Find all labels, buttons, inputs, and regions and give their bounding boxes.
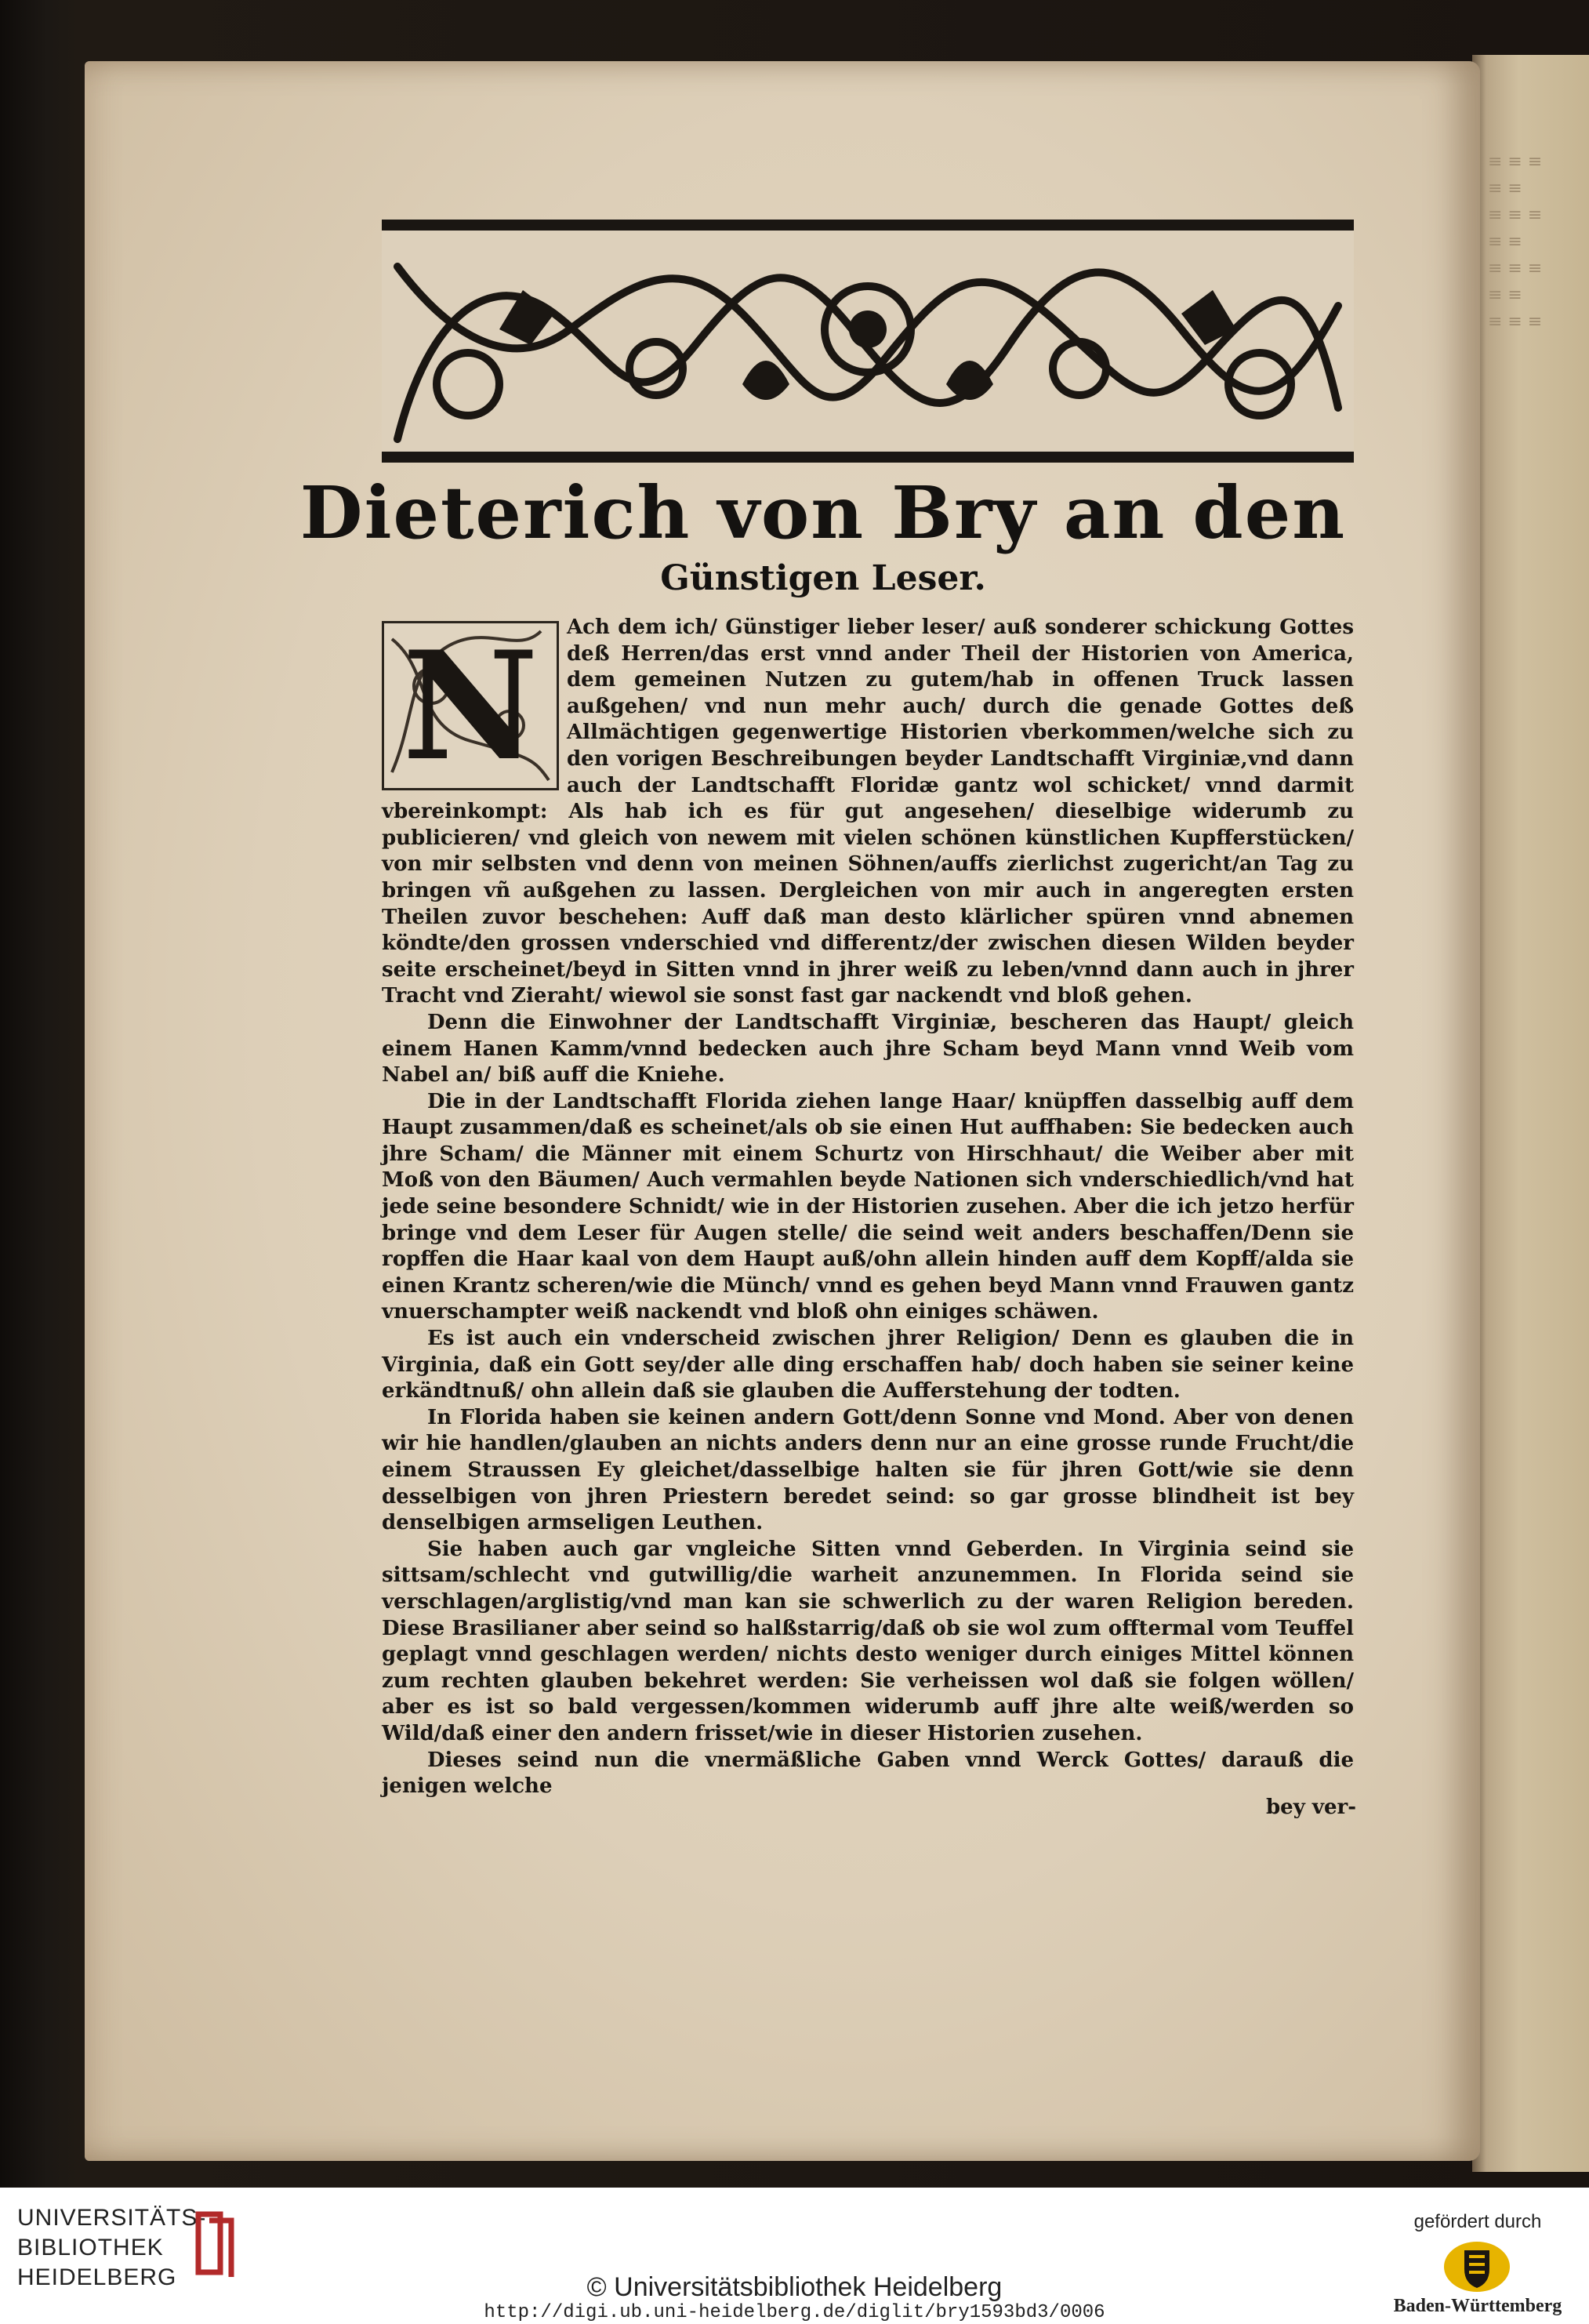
copyright-notice: © Universitätsbibliothek Heidelberg <box>586 2272 1003 2302</box>
paragraph: Ach dem ich/ Günstiger lieber leser/ auß sonderer schickung Gottes deß Herren/das erst vnnd ander Theil der Historien von America, dem gemeinen Nutzen zu gutem/hab in offenen Truck lassen außgehen/ vnd nun mehr auch/ durch die genade Gottes deß Allmächtigen gegenwertige Historien vberkommen/welche sich zu den vorigen Beschreibungen beyder Landtschafft Virginiæ,vnd dann auch der Landtschafft Floridæ gantz wol schicket/ vnnd darmit vbereinkompt: Als hab ich es für gut angesehen/ dieselbige widerumb zu publicieren/ vnd gleich von newem mit vielen schönen künstlichen Kupfferstücken/ von mir selbsten vnd denn von meinen Söhnen/auffs zierlichst zugericht/an Tag zu bringen vñ außgehen zu lassen. Dergleichen von mir auch in angeregten ersten Theilen zuvor beschehen: Auff daß man desto klärlicher spüren vnnd abnemen köndte/den grossen vnderschied vnd differentz/der zwischen diesen Wilden beyder seite erscheinet/beyd in Sitten vnnd in jhrer weiß zu leben/vnnd dann auch in jhrer Tracht vnd Zieraht/ wiewol sie sonst fast gar nackendt vnd bloß gehen. <box>382 615 1354 1008</box>
catchword: bey ver- <box>1265 1796 1356 1819</box>
permalink-url[interactable]: http://digi.ub.uni-heidelberg.de/diglit/bry1593bd3/0006 <box>484 2302 1105 2323</box>
library-name: UNIVERSITÄTS- BIBLIOTHEK HEIDELBERG <box>17 2205 207 2290</box>
paragraph: In Florida haben sie keinen andern Gott/denn Sonne vnd Mond. Aber von denen wir hie handlen/glauben an nichts anders denn nur an eine grosse runde Frucht/die einem Straussen Ey gleichet/dasselbige halten sie für jhren Gott/wie sie denn desselbigen von jhren Priestern beredet seind: so gar grosse blindheit ist bey denselbigen armseligen Leuthen. <box>382 1405 1354 1535</box>
paragraph: Es ist auch ein vnderscheid zwischen jhrer Religion/ Denn es glauben die in Virginia, daß ein Gott sey/der alle ding erschaffen hab/ doch haben sie seiner keine erkändtnuß/ ohn allein daß sie glauben die Aufferstehung der todten. <box>382 1327 1354 1403</box>
page-title: Dieterich von Bry an den <box>299 470 1347 555</box>
facing-page-edge: ≡ ≡ ≡ ≡ ≡ ≡ ≡ ≡ ≡ ≡ ≡ ≡ ≡ ≡ ≡ ≡ ≡ ≡ <box>1472 55 1589 2172</box>
paragraph: Die in der Landtschafft Florida ziehen lange Haar/ knüpffen dasselbig auff dem Haupt zusammen/daß es scheinet/als ob sie einen Hut auffhaben: Sie bedecken auch jhre Scham/ die Männer mit einem Schurtz von Hirschhaut/ die Weiber aber mit Moß von den Bäumen/ Auch vermahlen beyde Nationen sich vnderschiedlich/vnd hat jede seine besondere Schnidt/ wie in der Historien zusehen. Aber die ich jetzo herfür bringe vnd dem Leser für Augen stelle/ die seind weit anders beschaffen/Denn sie ropffen die Haar kaal von dem Haupt auß/ohn allein hinden auff dem Kopff/alda sie einen Krantz scheren/wie die Münch/ vnnd es gehen beyd Mann vnnd Frauwen gantz vnuerschampter weiß nackendt vnd bloß ohn einiges schäwen. <box>382 1089 1354 1324</box>
paragraph: Sie haben auch gar vngleiche Sitten vnnd Geberden. In Virginia seind sie sittsam/schlecht vnd gutwillig/die warheit anzunemmen. In Florida seind sie verschlagen/arglistig/vnd man kan sie schwerlich zu der waren Religion bereden. Diese Brasilianer aber seind so halßstarrig/daß ob sie wol zum offtermal vom Teuffel geplagt vnnd geschlagen werden/ nichts desto weniger durch einiges Mittel können zum rechten glauben bekehret werden: Sie verheissen wol daß sie folgen wöllen/ aber es ist so bald vergessen/kommen widerumb auff jhre alte weiß/werden so Wild/daß einer den andern frisset/wie in dieser Historien zusehen. <box>382 1537 1354 1745</box>
body-text <box>382 615 1354 1800</box>
sponsor-name: Baden-Württemberg <box>1393 2296 1562 2316</box>
coat-of-arms-icon <box>1441 2239 1513 2294</box>
paragraph: Denn die Einwohner der Landtschafft Virginiæ, bescheren das Haupt/ gleich einem Hanen Kamm/vnnd bedecken auch jhre Scham beyd Mann vnnd Weib vom Nabel an/ biß auff die Kniehe. <box>382 1010 1354 1088</box>
footer <box>0 2188 1589 2324</box>
initial-letter: N <box>402 618 539 793</box>
page-subtitle: Günstigen Leser. <box>660 558 986 598</box>
sponsor-label: gefördert durch <box>1413 2211 1542 2232</box>
ornamental-headpiece <box>382 220 1354 463</box>
library-logo-icon <box>192 2210 239 2280</box>
paragraph: Dieses seind nun die vnermäßliche Gaben vnnd Werck Gottes/ darauß die jenigen welche <box>382 1748 1354 1799</box>
